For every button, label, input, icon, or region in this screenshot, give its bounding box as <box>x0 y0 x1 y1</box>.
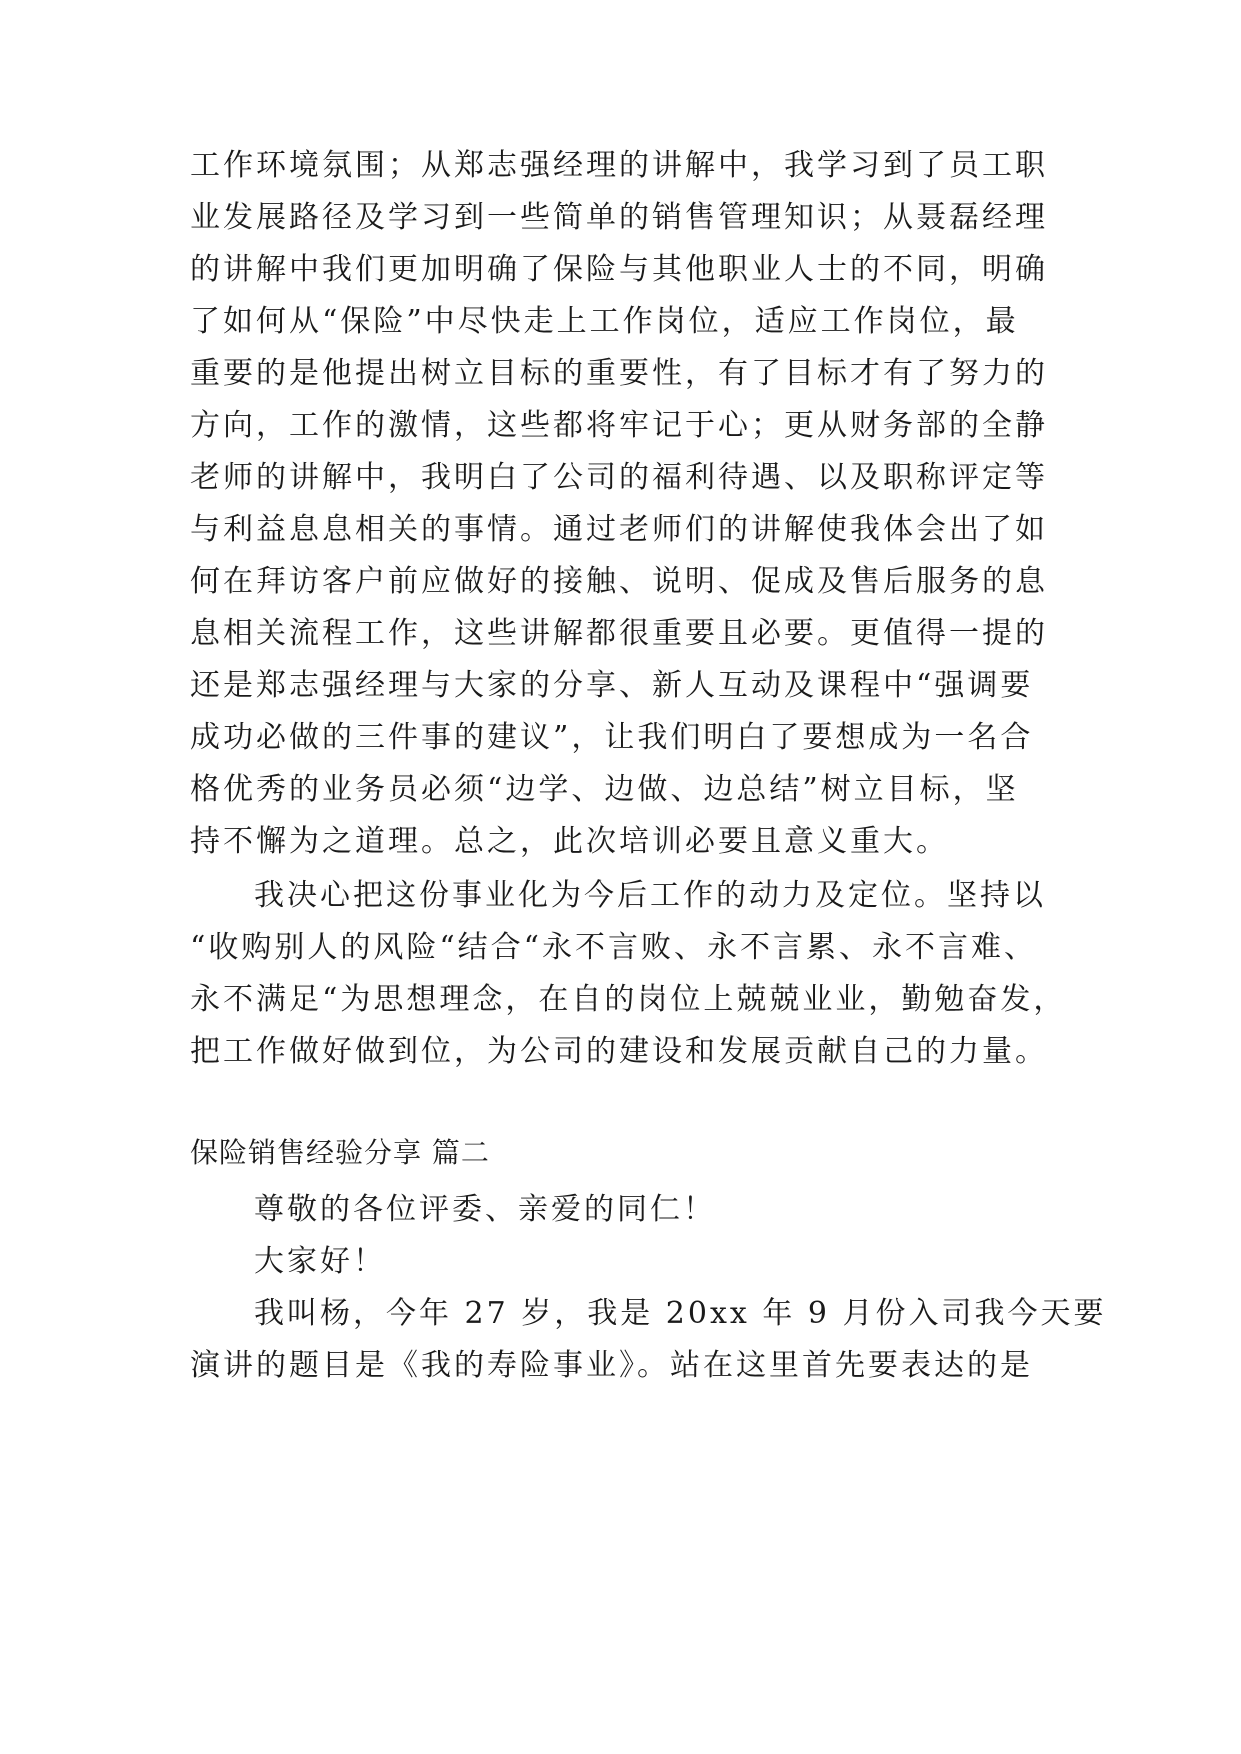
greeting-line: 尊敬的各位评委、亲爱的同仁！ <box>254 1192 716 1227</box>
paragraph-line: 持不懈为之道理。总之，此次培训必要且意义重大。 <box>190 824 949 859</box>
paragraph-line: 的讲解中我们更加明确了保险与其他职业人士的不同，明确 <box>190 252 1048 287</box>
paragraph-line: 重要的是他提出树立目标的重要性，有了目标才有了努力的 <box>190 356 1048 391</box>
paragraph-line: 还是郑志强经理与大家的分享、新人互动及课程中“强调要 <box>190 668 1034 703</box>
paragraph-line: 工作环境氛围；从郑志强经理的讲解中，我学习到了员工职 <box>190 148 1048 183</box>
paragraph-line: 我决心把这份事业化为今后工作的动力及定位。坚持以 <box>254 878 1046 913</box>
paragraph-line: 演讲的题目是《我的寿险事业》。站在这里首先要表达的是 <box>190 1348 1033 1383</box>
paragraph-line: 我叫杨，今年 27 岁，我是 20xx 年 9 月份入司我今天要 <box>254 1296 1107 1331</box>
paragraph-line: 成功必做的三件事的建议”，让我们明白了要想成为一名合 <box>190 720 1034 755</box>
paragraph-line: 何在拜访客户前应做好的接触、说明、促成及售后服务的息 <box>190 564 1048 599</box>
paragraph-line: 方向，工作的激情，这些都将牢记于心；更从财务部的全静 <box>190 408 1048 443</box>
paragraph-line: 把工作做好做到位，为公司的建设和发展贡献自己的力量。 <box>190 1034 1048 1069</box>
paragraph-line: 息相关流程工作，这些讲解都很重要且必要。更值得一提的 <box>190 616 1048 651</box>
paragraph-line: 业发展路径及学习到一些简单的销售管理知识；从聂磊经理 <box>190 200 1048 235</box>
section-heading: 保险销售经验分享 篇二 <box>190 1136 490 1169</box>
paragraph-line: 格优秀的业务员必须“边学、边做、边总结”树立目标，坚 <box>190 772 1019 807</box>
paragraph-line: 老师的讲解中，我明白了公司的福利待遇、以及职称评定等 <box>190 460 1048 495</box>
paragraph-line: 与利益息息相关的事情。通过老师们的讲解使我体会出了如 <box>190 512 1048 547</box>
paragraph-line: 了如何从“保险”中尽快走上工作岗位，适应工作岗位，最 <box>190 304 1019 339</box>
paragraph-line: 永不满足“为思想理念，在自的岗位上兢兢业业，勤勉奋发， <box>190 982 1067 1017</box>
paragraph-line: “收购别人的风险“结合“永不言败、永不言累、永不言难、 <box>190 930 1038 965</box>
greeting-line: 大家好！ <box>254 1244 386 1279</box>
